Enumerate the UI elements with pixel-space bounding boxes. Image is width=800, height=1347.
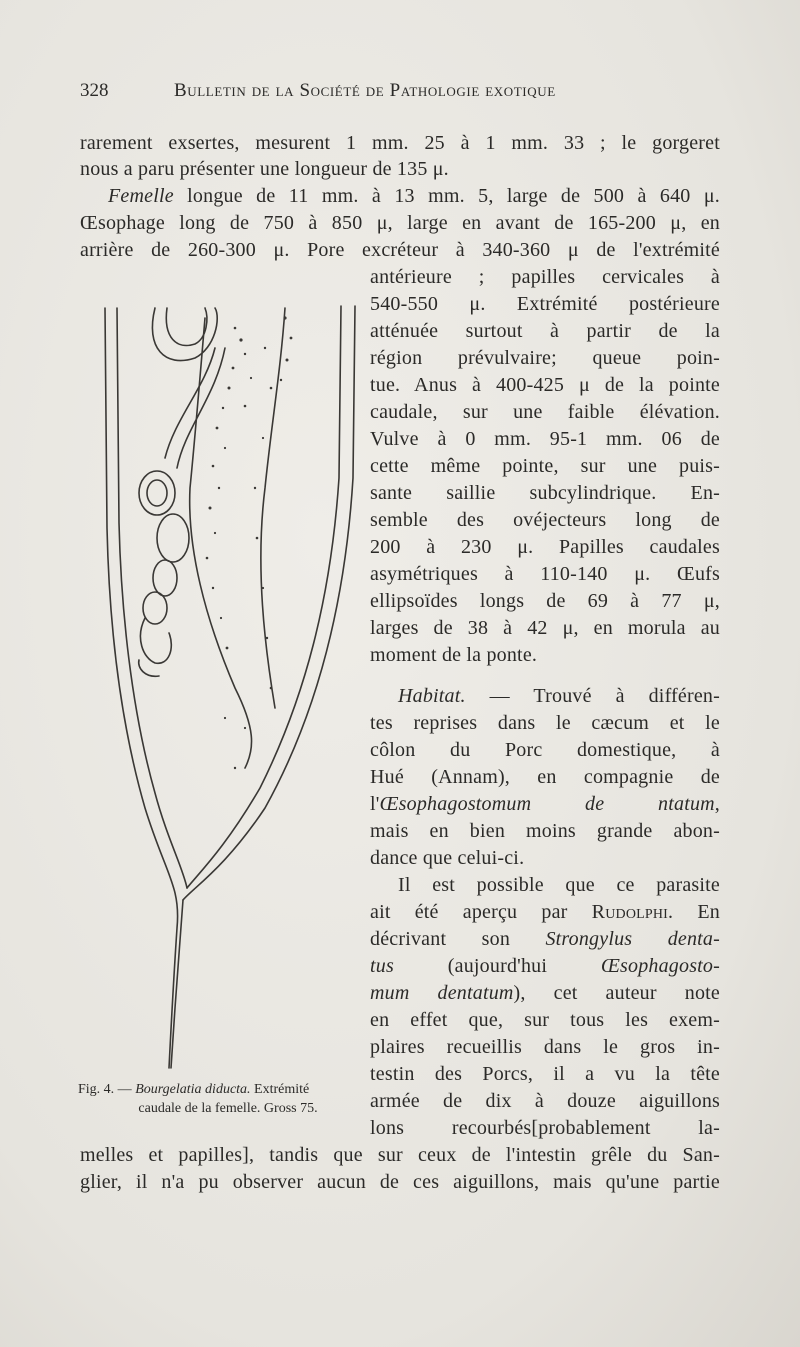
column-line: testin des Porcs, il a vu la tête — [370, 1063, 720, 1085]
column-line: antérieure ; papilles cervicales à — [370, 266, 720, 288]
femelle-term: Femelle — [108, 185, 174, 207]
column-line: atténuée surtout à partir de la — [370, 320, 720, 342]
column-line: 540-550 μ. Extrémité postérieure — [370, 293, 720, 315]
column-line: tus (aujourd'hui Œsophagosto- — [370, 955, 720, 977]
page-number: 328 — [80, 80, 109, 101]
column-line: l'Œsophagostomum de ntatum, — [370, 793, 720, 815]
column-line: tes reprises dans le cæcum et le — [370, 712, 720, 734]
column-line: région prévulvaire; queue poin- — [370, 347, 720, 369]
column-line: ellipsoïdes longs de 69 à 77 μ, — [370, 590, 720, 612]
column-line: dance que celui-ci. — [370, 847, 525, 869]
text-line: nous a paru présenter une longueur de 135 μ. — [80, 158, 449, 180]
caption-fig-label: Fig. 4. — — [78, 1082, 132, 1097]
column-line: 200 à 230 μ. Papilles caudales — [370, 536, 720, 558]
figure-caption — [78, 1080, 378, 1118]
column-line: asymétriques à 110-140 μ. Œufs — [370, 563, 720, 585]
text-line: melles et papilles], tandis que sur ceux de l'intestin grêle du San- — [80, 1144, 720, 1166]
column-line: Habitat. — Trouvé à différen- — [398, 685, 720, 707]
column-line: mum dentatum), cet auteur note — [370, 982, 720, 1004]
column-line: décrivant son Strongylus denta- — [370, 928, 720, 950]
text-line: glier, il n'a pu observer aucun de ces aiguillons, mais qu'une partie — [80, 1171, 720, 1193]
text-line: rarement exsertes, mesurent 1 mm. 25 à 1 mm. 33 ; le gorgeret — [80, 132, 720, 154]
column-line: cette même pointe, sur une puis- — [370, 455, 720, 477]
column-line: côlon du Porc domestique, à — [370, 739, 720, 761]
column-line: sante saillie subcylindrique. En- — [370, 482, 720, 504]
column-line: caudale, sur une faible élévation. — [370, 401, 720, 423]
running-head: Bulletin de la Société de Pathologie exotique — [174, 80, 556, 101]
caption-species: Bourgelatia diducta. — [135, 1082, 251, 1097]
column-line: lons recourbés[probablement la- — [370, 1117, 720, 1139]
caption-rest: Extrémité — [254, 1082, 310, 1097]
column-line: armée de dix à douze aiguillons — [370, 1090, 720, 1112]
text-line: Femelle longue de 11 mm. à 13 mm. 5, large de 500 à 640 μ. — [108, 185, 720, 207]
text-line: arrière de 260-300 μ. Pore excréteur à 340-360 μ de l'extrémité — [80, 239, 720, 261]
column-line: moment de la ponte. — [370, 644, 538, 666]
column-line: mais en bien moins grande abon- — [370, 820, 720, 842]
column-line: ait été aperçu par Rudolphi. En — [370, 901, 720, 923]
page-header — [80, 80, 720, 110]
column-line: Vulve à 0 mm. 95-1 mm. 06 de — [370, 428, 720, 450]
column-line: Il est possible que ce parasite — [398, 874, 720, 896]
column-line: plaires recueillis dans le gros in- — [370, 1036, 720, 1058]
column-line: tue. Anus à 400-425 μ de la pointe — [370, 374, 720, 396]
column-line: Hué (Annam), en compagnie de — [370, 766, 720, 788]
habitat-term: Habitat. — [398, 685, 466, 707]
column-line: en effet que, sur tous les exem- — [370, 1009, 720, 1031]
text-line: Œsophage long de 750 à 850 μ, large en avant de 165-200 μ, en — [80, 212, 720, 234]
caption-line-2: caudale de la femelle. Gross 75. — [138, 1101, 318, 1116]
column-line: larges de 38 à 42 μ, en morula au — [370, 617, 720, 639]
nematode-tail-illustration — [95, 288, 365, 1078]
column-line: semble des ovéjecteurs long de — [370, 509, 720, 531]
